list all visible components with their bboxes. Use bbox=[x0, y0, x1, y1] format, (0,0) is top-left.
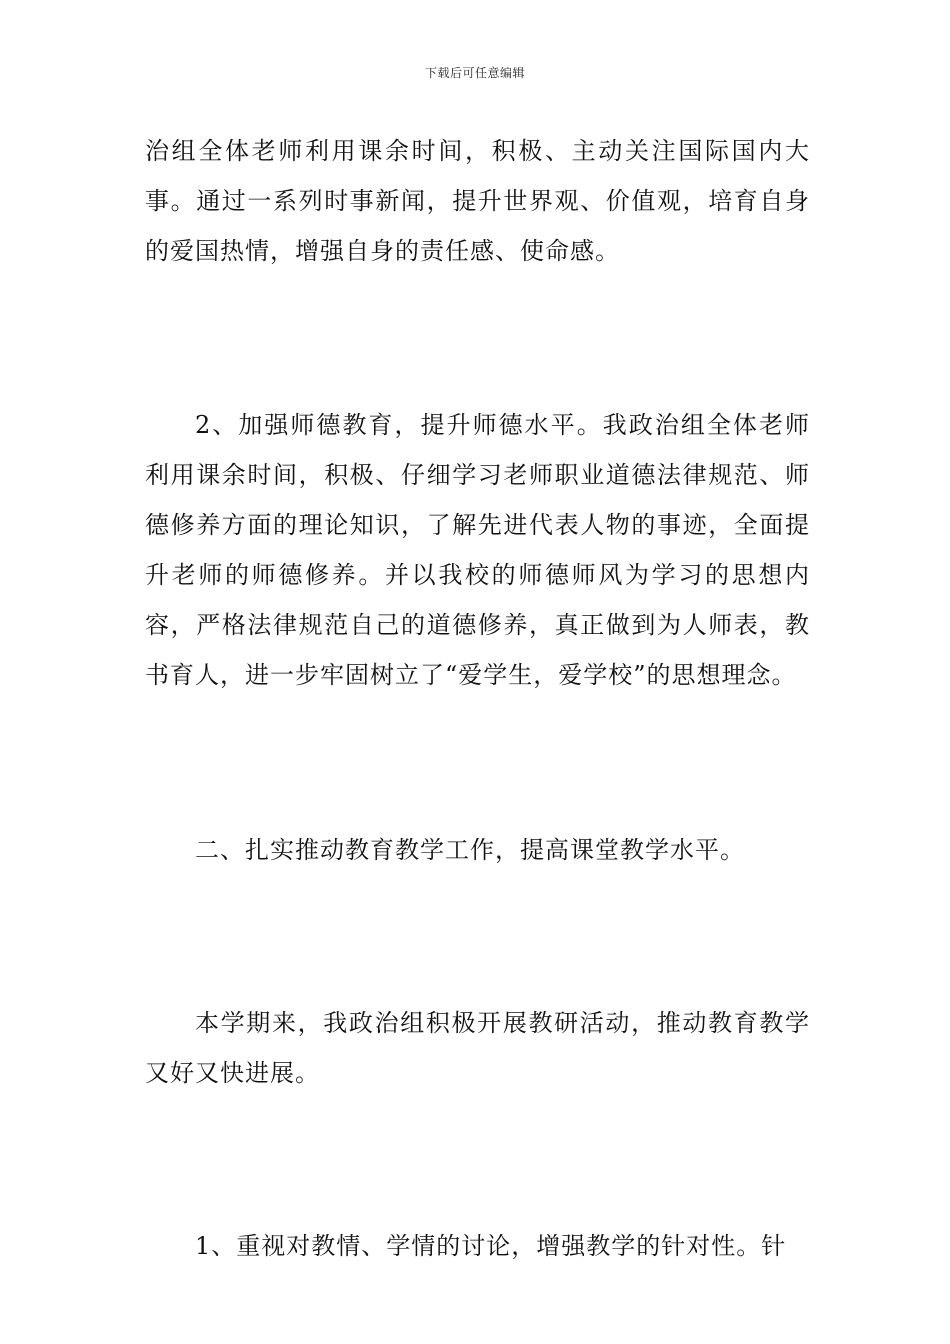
paragraph-section-1-start: 1、重视对教情、学情的讨论，增强教学的针对性。针 bbox=[195, 1232, 787, 1260]
section-heading-two: 二、扎实推动教育教学工作，提高课堂教学水平。 bbox=[195, 836, 745, 864]
paragraph-section-2: 2、加强师德教育，提升师德水平。我政治组全体老师利用课余时间，积极、仔细学习老师职业道德法律规范、师德修养方面的理论知识，了解先进代表人物的事迹，全面提升老师的师德修养。并以我校的师德师风为学习的思想内容，严格法律规范自己的道德修养，真正做到为人师表，教书育人，进一步牢固树立了“爱学生，爱学校”的思想理念。 bbox=[145, 411, 810, 689]
page-header: 下载后可任意编辑 bbox=[424, 66, 525, 80]
paragraph-continued-text: 治组全体老师利用课余时间，积极、主动关注国际国内大事。通过一系列时事新闻，提升世界观、价值观，培育自身的爱国热情，增强自身的责任感、使命感。 bbox=[145, 137, 810, 265]
paragraph-term-summary: 本学期来，我政治组积极开展教研活动，推动教育教学又好又快进展。 bbox=[145, 1009, 810, 1087]
document-body bbox=[145, 126, 810, 1271]
